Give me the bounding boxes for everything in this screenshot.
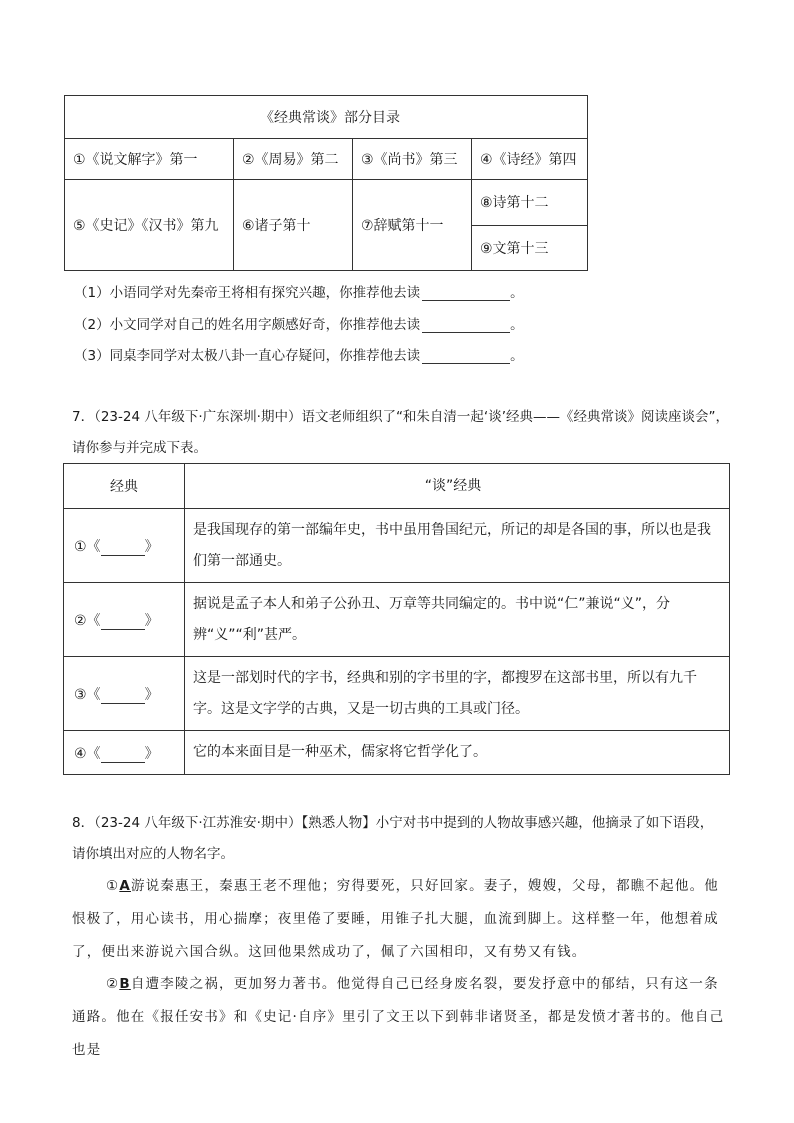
- question-1: （1）小语同学对先秦帝王将相有探究兴趣，你推荐他去读 。: [74, 285, 524, 301]
- catalog-item: ①《说文解字》第一: [65, 139, 234, 180]
- answer-blank[interactable]: [101, 689, 145, 704]
- description-cell: 据说是孟子本人和弟子公孙丑、万章等共同编定的。书中说“仁”兼说“义”，分辨“义”“利”甚严。: [185, 583, 730, 657]
- q7-prompt: 7．（23-24 八年级下·广东深圳·期中）语文老师组织了“和朱自清一起‘谈’经典——《经典常谈》阅读座谈会”， 请你参与并完成下表。: [72, 409, 730, 456]
- catalog-table: [64, 95, 588, 271]
- header-talk: “谈”经典: [185, 464, 730, 509]
- header-classic: 经典: [64, 464, 185, 509]
- q7-table: [63, 463, 730, 775]
- classic-cell: ③《 》: [64, 657, 185, 731]
- answer-blank[interactable]: [101, 541, 145, 556]
- catalog-item: ⑥诸子第十: [234, 180, 353, 271]
- answer-blank[interactable]: [422, 286, 510, 301]
- catalog-title: 《经典常谈》部分目录: [65, 96, 588, 139]
- description-cell: 是我国现存的第一部编年史，书中虽用鲁国纪元，所记的却是各国的事，所以也是我们第一部通史。: [185, 509, 730, 583]
- catalog-item: ③《尚书》第三: [353, 139, 472, 180]
- answer-blank[interactable]: [422, 318, 510, 333]
- catalog-item: ⑦辞赋第十一: [353, 180, 472, 271]
- question-2: （2）小文同学对自己的姓名用字颇感好奇，你推荐他去读 。: [74, 317, 524, 333]
- catalog-item: ⑧诗第十二: [472, 180, 588, 226]
- catalog-item: ⑨文第十三: [472, 225, 588, 271]
- classic-cell: ①《 》: [64, 509, 185, 583]
- q8-passage-1: ①A游说秦惠王，秦惠王老不理他；穷得要死，只好回家。妻子，嫂嫂，父母，都瞧不起他。他恨极了，用心读书，用心揣摩；夜里倦了要睡，用锥子扎大腿，血流到脚上。这样整一年，他想着成了，便出来游说六国合纵。这回他果然成功了，佩了六国相印，又有势又有钱。: [72, 878, 719, 960]
- catalog-item: ⑤《史记》《汉书》第九: [65, 180, 234, 271]
- classic-cell: ②《 》: [64, 583, 185, 657]
- answer-blank[interactable]: [422, 349, 510, 364]
- blank-label-a: A: [119, 878, 131, 894]
- question-3: （3）同桌李同学对太极八卦一直心存疑问，你推荐他去读 。: [74, 348, 524, 364]
- answer-blank[interactable]: [101, 748, 145, 763]
- classic-cell: ④《 》: [64, 731, 185, 775]
- q8-passage-2: ②B自遭李陵之祸，更加努力著书。他觉得自己已经身废名裂，要发抒意中的郁结，只有这一条通路。他在《报任安书》和《史记·自序》里引了文王以下到韩非诸贤圣，都是发愤才著书的。他自己也是: [72, 976, 725, 1058]
- answer-blank[interactable]: [101, 615, 145, 630]
- description-cell: 这是一部划时代的字书，经典和别的字书里的字，都搜罗在这部书里，所以有九千字。这是文字学的古典，又是一切古典的工具或门径。: [185, 657, 730, 731]
- description-cell: 它的本来面目是一种巫术，儒家将它哲学化了。: [185, 731, 730, 775]
- catalog-item: ②《周易》第二: [234, 139, 353, 180]
- blank-label-b: B: [119, 976, 131, 992]
- q8-prompt: 8．（23-24 八年级下·江苏淮安·期中）【熟悉人物】小宁对书中提到的人物故事感兴趣，他摘录了如下语段， 请你填出对应的人物名字。: [72, 815, 714, 862]
- catalog-item: ④《诗经》第四: [472, 139, 588, 180]
